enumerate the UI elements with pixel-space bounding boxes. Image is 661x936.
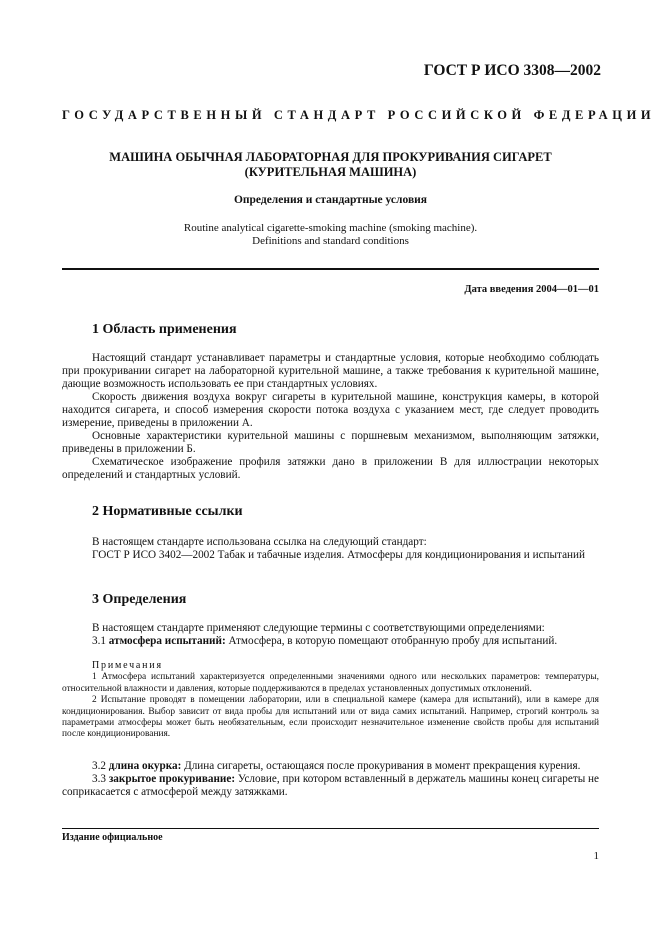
state-standard-heading: ГОСУДАРСТВЕННЫЙ СТАНДАРТ РОССИЙСКОЙ ФЕДЕРАЦИИ: [62, 108, 656, 122]
definition-text: Длина сигареты, остающаяся после прокуривания в момент прекращения курения.: [184, 760, 581, 772]
definition-3-3: [62, 773, 599, 799]
introduction-date: Дата введения 2004—01—01: [464, 284, 599, 295]
definitions-continued: [62, 760, 599, 799]
english-title-line-2: Definitions and standard conditions: [252, 235, 409, 247]
section-2-heading: 2 Нормативные ссылки: [92, 504, 243, 519]
paragraph: Настоящий стандарт устанавливает параметры и стандартные условия, которые необходимо соблюдать при прокуривании сигарет на лабораторной курительной машине, а также требования к курительной машине, дающие возможность использовать ее при стандартных условиях.: [62, 352, 599, 390]
document-title: [62, 150, 599, 180]
document-id: ГОСТ Р ИСО 3308—2002: [423, 62, 601, 79]
paragraph: Скорость движения воздуха вокруг сигареты в курительной машине, конструкция камеры, в которой находится сигарета, и способ измерения скорости потока воздуха с указанием мест, где следует проводить измерение, приведены в приложении А.: [62, 391, 599, 429]
section-1-heading: 1 Область применения: [92, 322, 237, 337]
definition-term: длина окурка:: [108, 760, 182, 772]
note-1: 1 Атмосфера испытаний характеризуется определенными значениями одного или нескольких параметров: температуры, относительной влажности и давления, которые поддерживаются в пределах установленных допустимых отклонений.: [62, 672, 599, 694]
english-title-line-1: Routine analytical cigarette-smoking machine (smoking machine).: [183, 222, 478, 234]
definition-3-1: [62, 635, 599, 648]
note-2: 2 Испытание проводят в помещении лаборатории, или в специальной камере (камера для испытаний), или в камере для кондиционирования. Выбор зависит от вида пробы для испытаний или от вида самих испытаний. Например, строгий контроль за параметрами атмосферы может быть необязательным, если происходит незначительное изменение свойств пробы для испытаний после кондиционирования.: [62, 695, 599, 740]
section-2-body: [62, 536, 599, 562]
definition-number: 3.3: [92, 773, 106, 785]
english-title: [62, 222, 599, 248]
definition-term: закрытое прокуривание:: [108, 773, 236, 785]
definition-3-2: [62, 760, 599, 773]
definition-number: 3.1: [92, 635, 106, 647]
definition-term: атмосфера испытаний:: [108, 635, 226, 647]
paragraph: Основные характеристики курительной машины с поршневым механизмом, выполняющим затяжки, приведены в приложении Б.: [62, 430, 599, 455]
notes-heading: Примечания: [92, 660, 163, 671]
section-3-body: [62, 622, 599, 648]
title-line-1: МАШИНА ОБЫЧНАЯ ЛАБОРАТОРНАЯ ДЛЯ ПРОКУРИВАНИЯ СИГАРЕТ: [109, 150, 552, 164]
paragraph: Схематическое изображение профиля затяжки дано в приложении В для иллюстрации некоторых определений и стандартных условий.: [62, 456, 599, 481]
paragraph: В настоящем стандарте применяют следующие термины с соответствующими определениями:: [92, 622, 545, 634]
section-3-heading: 3 Определения: [92, 592, 187, 607]
document-subtitle: Определения и стандартные условия: [233, 194, 428, 206]
paragraph: ГОСТ Р ИСО 3402—2002 Табак и табачные изделия. Атмосферы для кондиционирования и испытаний: [92, 549, 585, 561]
title-line-2: (КУРИТЕЛЬНАЯ МАШИНА): [244, 165, 417, 179]
section-1-body: [62, 352, 599, 482]
footer-divider: [62, 828, 599, 829]
paragraph: В настоящем стандарте использована ссылка на следующий стандарт:: [92, 536, 427, 548]
definition-number: 3.2: [92, 760, 106, 772]
definition-text: Условие, при котором вставленный в держатель машины конец сигареты не соприкасается с атмосферой между затяжками.: [62, 773, 600, 798]
notes-block: [62, 660, 599, 741]
page-number: 1: [593, 850, 599, 862]
edition-label: Издание официальное: [62, 832, 163, 843]
definition-text: Атмосфера, в которую помещают отобранную пробу для испытаний.: [228, 635, 558, 647]
title-divider: [62, 268, 599, 270]
